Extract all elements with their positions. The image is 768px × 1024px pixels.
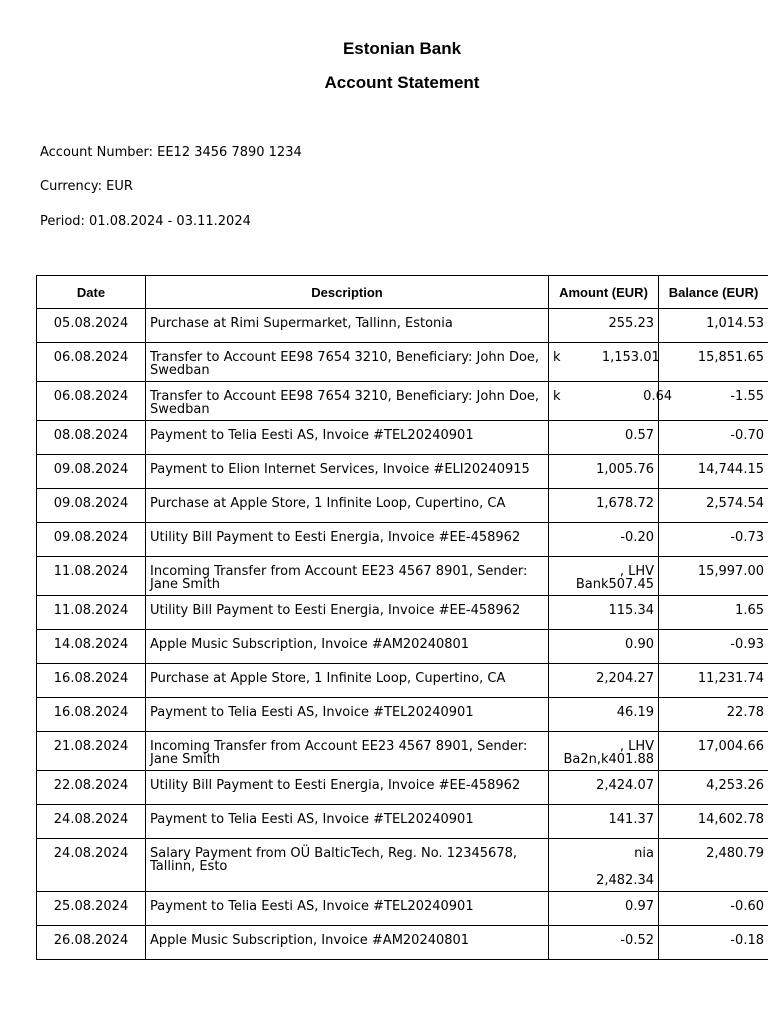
cell-amount bbox=[549, 839, 659, 892]
table-row bbox=[37, 771, 768, 805]
table-row bbox=[37, 732, 768, 771]
table-row bbox=[37, 421, 768, 455]
cell-description: Payment to Telia Eesti AS, Invoice #TEL20240901 bbox=[146, 698, 549, 732]
transactions-body bbox=[37, 309, 768, 960]
cell-amount-prefix: nia bbox=[634, 846, 654, 861]
table-row bbox=[37, 596, 768, 630]
cell-description: Payment to Telia Eesti AS, Invoice #TEL20240901 bbox=[146, 892, 549, 926]
cell-date: 16.08.2024 bbox=[37, 698, 146, 732]
cell-amount-value: 115.34 bbox=[608, 603, 654, 618]
cell-amount-value: 1,678.72 bbox=[596, 496, 654, 511]
cell-amount-value: 255.23 bbox=[608, 316, 654, 331]
cell-description: Utility Bill Payment to Eesti Energia, Invoice #EE-458962 bbox=[146, 596, 549, 630]
cell-amount bbox=[549, 596, 659, 630]
cell-amount bbox=[549, 732, 659, 771]
document-title: Account Statement bbox=[324, 73, 480, 92]
bank-name: Estonian Bank bbox=[342, 39, 462, 58]
table-header-row bbox=[37, 276, 768, 309]
cell-amount-value: 2,424.07 bbox=[596, 778, 654, 793]
cell-date: 11.08.2024 bbox=[37, 596, 146, 630]
cell-amount bbox=[549, 489, 659, 523]
cell-date: 22.08.2024 bbox=[37, 771, 146, 805]
cell-description: Transfer to Account EE98 7654 3210, Beneficiary: John Doe, Swedban bbox=[146, 343, 549, 382]
cell-amount-value: 141.37 bbox=[608, 812, 654, 827]
cell-description: Transfer to Account EE98 7654 3210, Beneficiary: John Doe, Swedban bbox=[146, 382, 549, 421]
cell-balance: -1.55 bbox=[659, 382, 768, 421]
cell-amount bbox=[549, 557, 659, 596]
cell-amount bbox=[549, 664, 659, 698]
cell-amount bbox=[549, 523, 659, 557]
cell-date: 25.08.2024 bbox=[37, 892, 146, 926]
cell-amount bbox=[549, 926, 659, 960]
cell-date: 24.08.2024 bbox=[37, 839, 146, 892]
table-row bbox=[37, 664, 768, 698]
cell-amount bbox=[549, 343, 659, 382]
cell-description: Apple Music Subscription, Invoice #AM20240801 bbox=[146, 630, 549, 664]
cell-amount-value: k 0.64 bbox=[553, 389, 673, 404]
cell-date: 09.08.2024 bbox=[37, 523, 146, 557]
cell-balance: 17,004.66 bbox=[659, 732, 768, 771]
cell-amount-prefix: , LHV bbox=[619, 564, 654, 579]
cell-amount-value: Ba2n,k401.88 bbox=[563, 752, 654, 767]
cell-balance: 15,851.65 bbox=[659, 343, 768, 382]
cell-balance: -0.93 bbox=[659, 630, 768, 664]
cell-description: Payment to Elion Internet Services, Invoice #ELI20240915 bbox=[146, 455, 549, 489]
table-row bbox=[37, 523, 768, 557]
cell-amount-value: -0.52 bbox=[620, 933, 654, 948]
cell-amount-value: 0.97 bbox=[625, 899, 654, 914]
table-row bbox=[37, 630, 768, 664]
account-number: Account Number: EE12 3456 7890 1234 bbox=[40, 145, 302, 160]
cell-date: 08.08.2024 bbox=[37, 421, 146, 455]
cell-date: 26.08.2024 bbox=[37, 926, 146, 960]
cell-description: Payment to Telia Eesti AS, Invoice #TEL20240901 bbox=[146, 805, 549, 839]
cell-balance: 2,574.54 bbox=[659, 489, 768, 523]
cell-amount bbox=[549, 698, 659, 732]
table-row bbox=[37, 382, 768, 421]
table-row bbox=[37, 839, 768, 892]
cell-amount-value: 0.90 bbox=[625, 637, 654, 652]
cell-description: Purchase at Apple Store, 1 Infinite Loop, Cupertino, CA bbox=[146, 664, 549, 698]
cell-amount bbox=[549, 892, 659, 926]
table-row bbox=[37, 926, 768, 960]
cell-amount-value: -0.20 bbox=[620, 530, 654, 545]
transactions-table bbox=[36, 275, 768, 960]
cell-description: Payment to Telia Eesti AS, Invoice #TEL20240901 bbox=[146, 421, 549, 455]
cell-description: Apple Music Subscription, Invoice #AM20240801 bbox=[146, 926, 549, 960]
statement-period: Period: 01.08.2024 - 03.11.2024 bbox=[40, 214, 251, 229]
cell-date: 06.08.2024 bbox=[37, 382, 146, 421]
cell-balance: 22.78 bbox=[659, 698, 768, 732]
cell-date: 21.08.2024 bbox=[37, 732, 146, 771]
cell-balance: -0.60 bbox=[659, 892, 768, 926]
column-header-amount: Amount (EUR) bbox=[549, 276, 659, 309]
table-row bbox=[37, 309, 768, 343]
cell-description: Purchase at Apple Store, 1 Infinite Loop, Cupertino, CA bbox=[146, 489, 549, 523]
column-header-balance: Balance (EUR) bbox=[659, 276, 768, 309]
cell-balance: 1.65 bbox=[659, 596, 768, 630]
cell-amount bbox=[549, 455, 659, 489]
cell-date: 06.08.2024 bbox=[37, 343, 146, 382]
cell-balance: 15,997.00 bbox=[659, 557, 768, 596]
cell-balance: 11,231.74 bbox=[659, 664, 768, 698]
cell-amount-value: 2,204.27 bbox=[596, 671, 654, 686]
cell-balance: -0.73 bbox=[659, 523, 768, 557]
cell-description: Salary Payment from OÜ BalticTech, Reg. No. 12345678, Tallinn, Esto bbox=[146, 839, 549, 892]
currency: Currency: EUR bbox=[40, 179, 133, 194]
cell-balance: -0.18 bbox=[659, 926, 768, 960]
table-row bbox=[37, 343, 768, 382]
cell-description: Incoming Transfer from Account EE23 4567 8901, Sender: Jane Smith bbox=[146, 732, 549, 771]
cell-description: Purchase at Rimi Supermarket, Tallinn, Estonia bbox=[146, 309, 549, 343]
cell-balance: 2,480.79 bbox=[659, 839, 768, 892]
cell-amount bbox=[549, 805, 659, 839]
table-row bbox=[37, 892, 768, 926]
cell-amount bbox=[549, 382, 673, 421]
cell-date: 05.08.2024 bbox=[37, 309, 146, 343]
cell-amount bbox=[549, 421, 659, 455]
cell-date: 24.08.2024 bbox=[37, 805, 146, 839]
cell-amount-value: k 1,153.01 bbox=[553, 350, 660, 365]
cell-amount bbox=[549, 771, 659, 805]
cell-description: Utility Bill Payment to Eesti Energia, Invoice #EE-458962 bbox=[146, 771, 549, 805]
cell-balance: 14,744.15 bbox=[659, 455, 768, 489]
cell-date: 16.08.2024 bbox=[37, 664, 146, 698]
cell-description: Utility Bill Payment to Eesti Energia, Invoice #EE-458962 bbox=[146, 523, 549, 557]
table-row bbox=[37, 698, 768, 732]
cell-date: 11.08.2024 bbox=[37, 557, 146, 596]
cell-amount-value: Bank507.45 bbox=[575, 577, 654, 592]
column-header-description: Description bbox=[146, 276, 549, 309]
cell-amount-value: 2,482.34 bbox=[596, 873, 654, 888]
cell-date: 14.08.2024 bbox=[37, 630, 146, 664]
cell-amount bbox=[549, 630, 659, 664]
cell-balance: 14,602.78 bbox=[659, 805, 768, 839]
cell-amount-prefix: , LHV bbox=[619, 739, 654, 754]
table-row bbox=[37, 455, 768, 489]
cell-amount-value: 0.57 bbox=[625, 428, 654, 443]
cell-date: 09.08.2024 bbox=[37, 455, 146, 489]
table-row bbox=[37, 805, 768, 839]
cell-balance: -0.70 bbox=[659, 421, 768, 455]
cell-balance: 1,014.53 bbox=[659, 309, 768, 343]
table-row bbox=[37, 557, 768, 596]
cell-balance: 4,253.26 bbox=[659, 771, 768, 805]
cell-amount-value: 1,005.76 bbox=[596, 462, 654, 477]
cell-amount-value: 46.19 bbox=[616, 705, 654, 720]
column-header-date: Date bbox=[37, 276, 146, 309]
cell-description: Incoming Transfer from Account EE23 4567 8901, Sender: Jane Smith bbox=[146, 557, 549, 596]
table-row bbox=[37, 489, 768, 523]
cell-date: 09.08.2024 bbox=[37, 489, 146, 523]
cell-amount bbox=[549, 309, 659, 343]
